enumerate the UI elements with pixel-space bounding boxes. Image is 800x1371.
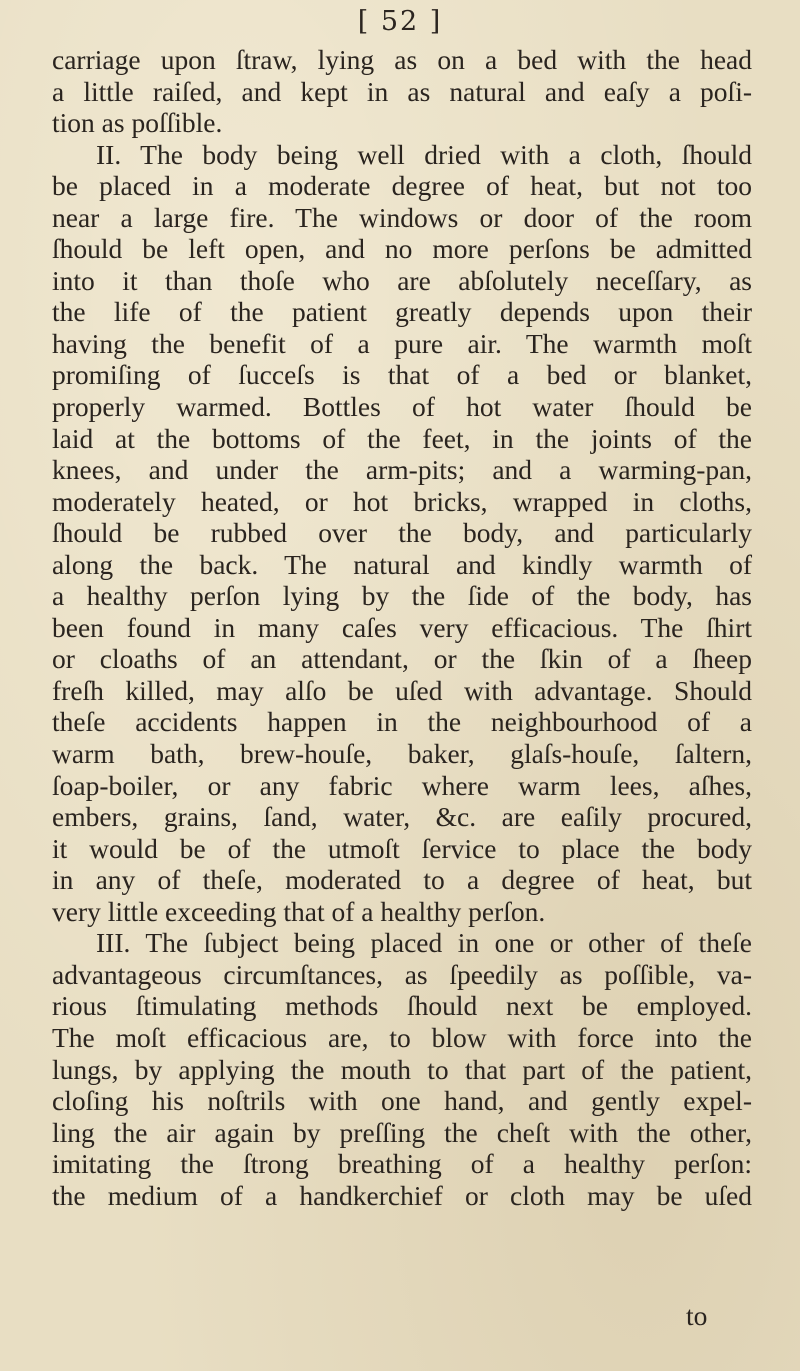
text-line: very little exceeding that of a healthy perſon. <box>52 895 546 927</box>
text-line: cloſing his noſtrils with one hand, and gently expel- <box>52 1085 752 1117</box>
text-line: moderately heated, or hot bricks, wrapped in cloths, <box>52 485 752 517</box>
text-line: ſoap-boiler, or any fabric where warm lees, aſhes, <box>52 769 752 801</box>
text-line: II. The body being well dried with a cloth, ſhould <box>96 138 752 170</box>
text-line: ling the air again by preſſing the cheſt with the other, <box>52 1116 752 1148</box>
text-line: been found in many caſes very efficacious. The ſhirt <box>52 611 752 643</box>
text-line: imitating the ſtrong breathing of a healthy perſon: <box>52 1148 752 1180</box>
text-line: III. The ſubject being placed in one or other of theſe <box>96 927 752 959</box>
text-line: knees, and under the arm-pits; and a warming-pan, <box>52 454 752 486</box>
text-line: theſe accidents happen in the neighbourhood of a <box>52 706 752 738</box>
text-line: in any of theſe, moderated to a degree of heat, but <box>52 864 752 896</box>
text-line: or cloaths of an attendant, or the ſkin of a ſheep <box>52 643 752 675</box>
text-line: laid at the bottoms of the feet, in the joints of the <box>52 422 752 454</box>
text-line: tion as poſſible. <box>52 107 223 139</box>
text-line: properly warmed. Bottles of hot water ſhould be <box>52 391 752 423</box>
text-line: be placed in a moderate degree of heat, but not too <box>52 170 752 202</box>
text-line: a healthy perſon lying by the ſide of the body, has <box>52 580 752 612</box>
text-line: the life of the patient greatly depends upon their <box>52 296 752 328</box>
text-line: near a large fire. The windows or door of the room <box>52 201 752 233</box>
text-line: carriage upon ſtraw, lying as on a bed with the head <box>52 44 752 75</box>
text-line: ſhould be left open, and no more perſons be admitted <box>52 233 752 265</box>
text-line: The moſt efficacious are, to blow with force into the <box>52 1021 752 1053</box>
text-line: having the benefit of a pure air. The warmth moſt <box>52 327 752 359</box>
text-line: rious ſtimulating methods ſhould next be employed. <box>52 990 752 1022</box>
text-line: along the back. The natural and kindly warmth of <box>52 548 752 580</box>
text-line: the medium of a handkerchief or cloth may be uſed <box>52 1179 752 1211</box>
text-line: promiſing of ſucceſs is that of a bed or blanket, <box>52 359 752 391</box>
text-line: ſhould be rubbed over the body, and particularly <box>52 517 752 549</box>
text-line: warm bath, brew-houſe, baker, glaſs-houſe, ſaltern, <box>52 738 752 770</box>
text-line: into it than thoſe who are abſolutely neceſſary, as <box>52 264 752 296</box>
text-line: it would be of the utmoſt ſervice to place the body <box>52 832 752 864</box>
text-line: lungs, by applying the mouth to that part of the patient, <box>52 1053 752 1085</box>
text-line: a little raiſed, and kept in as natural and eaſy a poſi- <box>52 75 752 107</box>
text-line: advantageous circumſtances, as ſpeedily as poſſible, va- <box>52 958 752 990</box>
body-text <box>52 44 752 1211</box>
text-line: embers, grains, ſand, water, &c. are eaſily procured, <box>52 801 752 833</box>
catchword: to <box>686 1300 708 1331</box>
text-line: freſh killed, may alſo be uſed with advantage. Should <box>52 674 752 706</box>
page-number: [ 52 ] <box>357 6 443 37</box>
